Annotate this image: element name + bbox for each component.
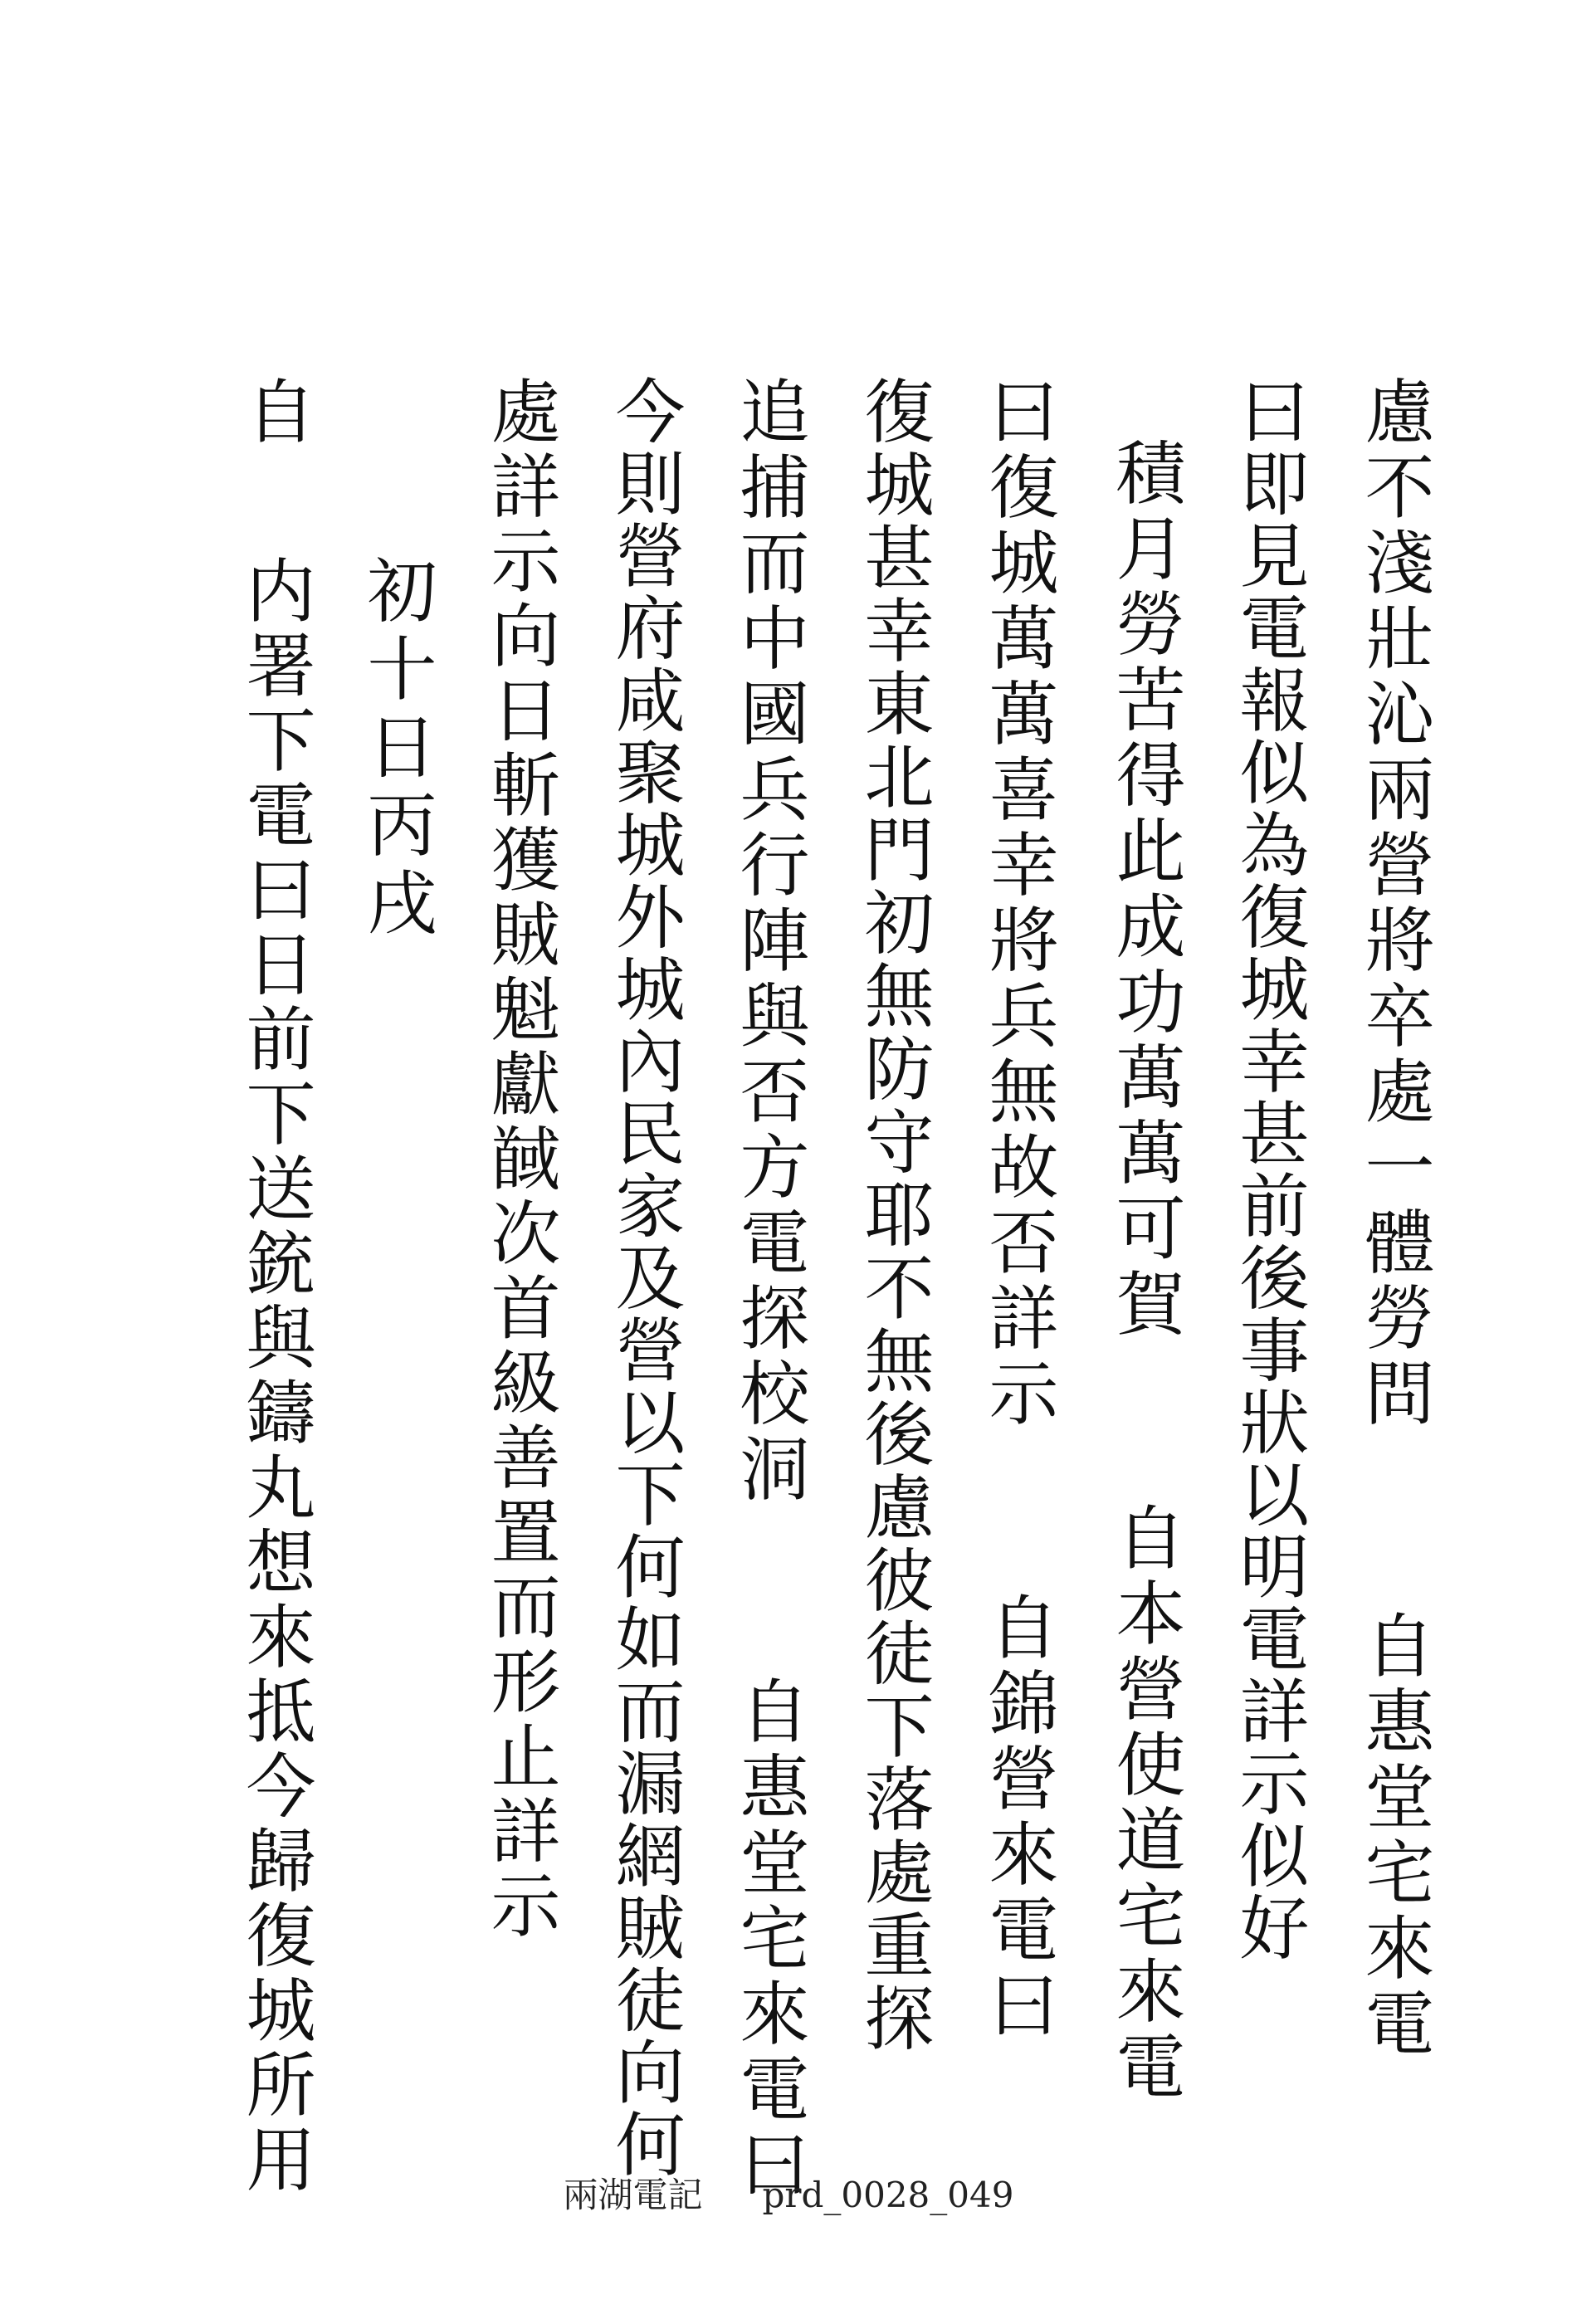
column-4-text-a: 曰復城萬萬喜幸將兵無故否詳示: [978, 375, 1059, 1433]
column-1-text-b: 自惠堂宅來電: [1354, 1609, 1435, 2063]
column-1-text-a: 慮不淺壯沁兩營將卒處一體勞問: [1354, 375, 1435, 1433]
column-2-text: 曰即見電報似為復城幸甚前後事狀以明電詳示似好: [1228, 375, 1310, 1964]
text-column-8: [480, 375, 561, 1944]
column-6-text-a: 追捕而中國兵行陣與否方電探校洞: [729, 375, 810, 1508]
column-3-text-b: 自本營使道宅來電: [1105, 1501, 1186, 2106]
text-column-6: [729, 375, 810, 2204]
date-heading: [356, 554, 437, 945]
column-5-text: 復城甚幸東北門初無防守耶不無後慮彼徒下落處重探: [853, 375, 935, 2055]
column-10-text-b: 内署下電曰日前下送銃與鑄丸想來抵今歸復城所用: [235, 554, 316, 2198]
footer-title: 兩湖電記: [563, 2175, 703, 2215]
page-footer: [0, 2168, 1577, 2218]
column-4-text-b: 自錦營來電曰: [978, 1591, 1059, 2044]
text-column-7: [604, 375, 686, 2180]
date-heading-text: 初十日丙戌: [356, 554, 437, 945]
footer-page-code: prd_0028_049: [762, 2175, 1014, 2215]
column-3-text-a: 積月勞苦得此成功萬萬可賀: [1105, 437, 1186, 1343]
column-8-text: 處詳示向日斬獲賊魁獻馘次首級善置而形止詳示: [480, 375, 561, 1944]
text-column-5: [853, 375, 935, 2055]
text-column-3: [1105, 437, 1186, 2106]
text-column-2: [1228, 375, 1310, 1964]
text-column-10: [235, 375, 316, 2198]
column-6-text-b: 自惠堂宅來電曰: [729, 1675, 810, 2204]
column-10-text-a: 自: [235, 375, 316, 450]
column-7-text: 今則營府咸聚城外城內民家及營以下何如而漏網賊徒向何: [604, 375, 686, 2180]
text-column-4: [978, 375, 1059, 2044]
text-column-1: [1354, 375, 1435, 2063]
